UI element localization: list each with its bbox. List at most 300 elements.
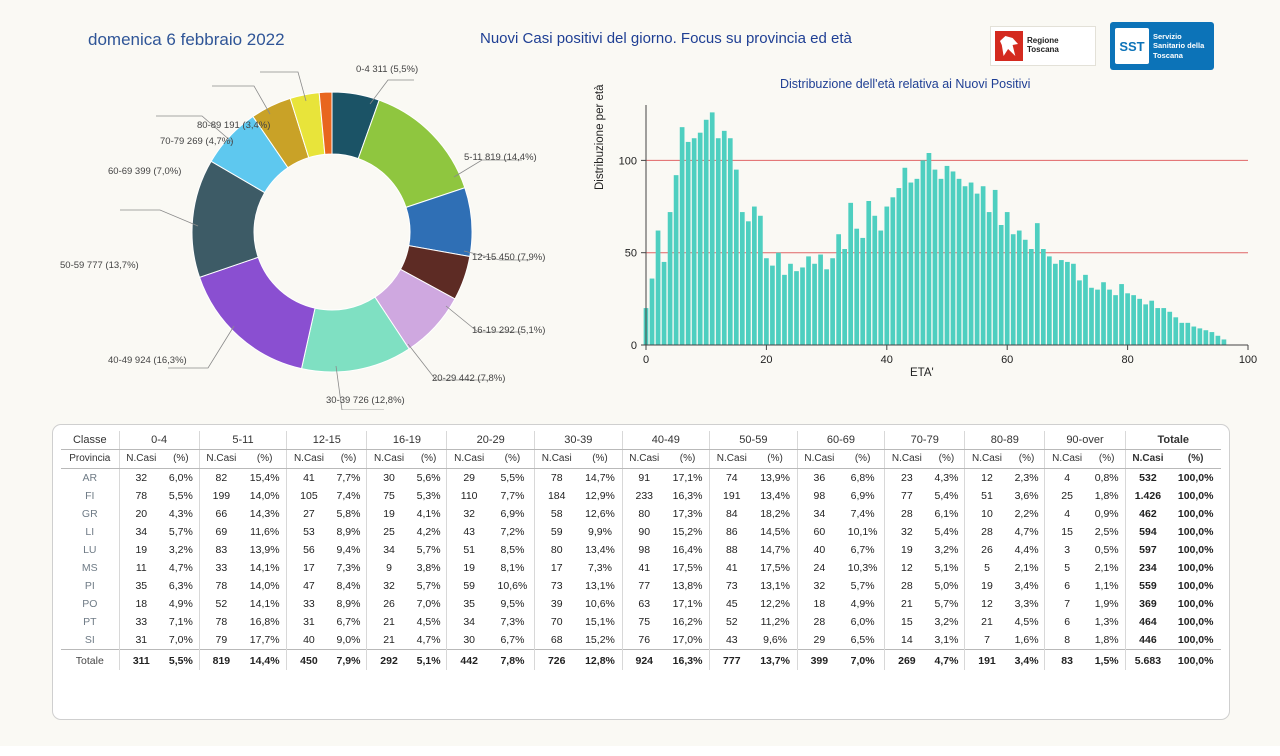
cell-value: 16,8% (249, 616, 280, 628)
cell-value: 15 (885, 613, 929, 631)
header-class-totale: Totale (1125, 431, 1221, 450)
cell-value: 63 (622, 595, 666, 613)
cell-value: 19 (367, 505, 411, 523)
cell-value: 14,0% (249, 580, 280, 592)
header-sub-40-49-perc: (%) (666, 450, 710, 469)
cell-value: 78 (199, 613, 243, 631)
header-sub-70-79-ncasi: N.Casi (885, 450, 929, 469)
cell-value: 31 (119, 631, 163, 650)
histogram-bar (728, 138, 733, 345)
cell-value: 100,0% (1177, 598, 1214, 610)
cell-value: 43 (710, 631, 754, 650)
header-class-60-69: 60-69 (797, 431, 885, 450)
data-table (61, 431, 1221, 670)
cell-value: 14,1% (249, 598, 280, 610)
cell-value: 9,5% (500, 598, 525, 610)
histogram-bar (818, 255, 823, 345)
histogram-bar (951, 171, 956, 345)
cell-value: 10,6% (585, 598, 615, 610)
cell-value: 25 (367, 523, 411, 541)
donut-label-5-11: 5-11 819 (14,4%) (464, 152, 537, 163)
histogram-bar (692, 138, 697, 345)
cell-value: 17,0% (672, 634, 703, 646)
cell-value: 3,6% (1014, 490, 1039, 502)
donut-label-50-59: 50-59 777 (13,7%) (60, 260, 139, 271)
footer-strip (0, 746, 1280, 756)
histogram-bar (1113, 295, 1118, 345)
header-class-90-over: 90-over (1045, 431, 1125, 450)
cell-value: 100,0% (1177, 562, 1214, 574)
cell-value: 4,9% (168, 598, 193, 610)
cell-value: 13,4% (585, 544, 615, 556)
cell-value: 31 (287, 613, 331, 631)
cell-value: 4,1% (416, 508, 441, 520)
cell-value: 14,0% (249, 490, 280, 502)
cell-value: 4,3% (934, 472, 959, 484)
cell-value: 5,7% (168, 526, 193, 538)
cell-value: 4,4% (1014, 544, 1039, 556)
cell-value: 32 (885, 523, 929, 541)
cell-value: 7,3% (500, 616, 525, 628)
cell-value: 4,7% (416, 634, 441, 646)
histogram-bar (1191, 327, 1196, 345)
cell-value: 86 (710, 523, 754, 541)
histogram-bar (812, 264, 817, 345)
cell-value: 12 (965, 469, 1009, 488)
cell-value: 15,1% (585, 616, 615, 628)
histogram-bar (758, 216, 763, 345)
cell-value: 24 (797, 559, 841, 577)
histogram-bar (752, 207, 757, 345)
cell-value: 9,0% (336, 634, 361, 646)
header-sub-Totale-ncasi: N.Casi (1125, 450, 1170, 469)
cell-value: 7,3% (588, 562, 612, 574)
histogram-bar (1210, 332, 1215, 345)
header-class-12-15: 12-15 (287, 431, 367, 450)
cell-value: 15,2% (585, 634, 615, 646)
header-sub-0-4-perc: (%) (163, 450, 199, 469)
histogram-bar (680, 127, 685, 345)
histogram-bar (1125, 293, 1130, 345)
histogram-bar (674, 175, 679, 345)
header-class-5-11: 5-11 (199, 431, 287, 450)
cell-value: 32 (447, 505, 491, 523)
histogram-bar (1216, 336, 1221, 345)
histogram-bar (993, 190, 998, 345)
cell-value: 28 (885, 577, 929, 595)
cell-value: 28 (797, 613, 841, 631)
cell-value: 10,3% (847, 562, 878, 574)
cell-value: 21 (367, 631, 411, 650)
x-tick-label: 60 (1001, 354, 1014, 366)
histogram-bar (746, 221, 751, 345)
header-class-30-39: 30-39 (535, 431, 623, 450)
histogram-bar (921, 160, 926, 345)
histogram-bar (1011, 234, 1016, 345)
cell-provincia: LI (85, 526, 95, 538)
table-body (61, 469, 1221, 671)
header-class-16-19: 16-19 (367, 431, 447, 450)
cell-value: 7,7% (500, 490, 525, 502)
cell-value: 33 (119, 613, 163, 631)
cell-value: 6,3% (168, 580, 193, 592)
histogram-bar (981, 186, 986, 345)
table-header-subcolumns (61, 450, 1221, 469)
histogram-bar (1143, 304, 1148, 345)
cell-value: 100,0% (1177, 472, 1214, 484)
cell-value: 82 (199, 469, 243, 488)
cell-value: 12 (965, 595, 1009, 613)
donut-label-20-29: 20-29 442 (7,8%) (432, 373, 506, 384)
header-sub-20-29-perc: (%) (491, 450, 535, 469)
table-row (61, 523, 1221, 541)
cell-value: 100,0% (1177, 580, 1214, 592)
cell-value: 7,3% (336, 562, 361, 574)
cell-value: 2,2% (1014, 508, 1039, 520)
cell-value: 41 (622, 559, 666, 577)
histogram-bar (722, 131, 727, 345)
cell-value: 40 (287, 631, 331, 650)
cell-value: 100,0% (1177, 508, 1214, 520)
cell-value: 98 (622, 541, 666, 559)
cell-value: 51 (965, 487, 1009, 505)
histogram-bar (878, 231, 883, 345)
cell-value: 80 (622, 505, 666, 523)
cell-value: 13,7% (754, 650, 798, 671)
histogram-bar (1101, 282, 1106, 345)
sst-logo-label: Servizio Sanitario della Toscana (1153, 31, 1205, 60)
histogram-bar (842, 249, 847, 345)
cell-provincia: MS (81, 562, 98, 574)
x-tick-label: 80 (1121, 354, 1134, 366)
histogram-bar (1077, 280, 1082, 345)
cell-value: 311 (119, 650, 163, 671)
histogram-bar (824, 269, 829, 345)
header-sub-12-15-perc: (%) (331, 450, 367, 469)
cell-value: 34 (367, 541, 411, 559)
cell-value: 777 (710, 650, 754, 671)
cell-value: 56 (287, 541, 331, 559)
cell-value: 597 (1125, 541, 1170, 559)
province-age-table (52, 424, 1230, 720)
regione-toscana-logo (990, 26, 1096, 66)
cell-value: 59 (535, 523, 579, 541)
cell-value: 51 (447, 541, 491, 559)
cell-value: 1,1% (1094, 580, 1119, 592)
histogram-bar (1065, 262, 1070, 345)
cell-value: 3,4% (1009, 650, 1045, 671)
cell-value: 32 (797, 577, 841, 595)
cell-value: 70 (535, 613, 579, 631)
cell-value: 32 (367, 577, 411, 595)
histogram-bar (1047, 256, 1052, 345)
cell-value: 559 (1125, 577, 1170, 595)
histogram-bar (782, 275, 787, 345)
cell-value: 18,2% (760, 508, 790, 520)
histogram-bar (734, 170, 739, 345)
header-sub-50-59-ncasi: N.Casi (710, 450, 754, 469)
header-class-80-89: 80-89 (965, 431, 1045, 450)
cell-value: 19 (447, 559, 491, 577)
histogram-bar (1137, 299, 1142, 345)
cell-value: 4,3% (168, 508, 193, 520)
histogram-bar (1107, 290, 1112, 345)
cell-value: 17,5% (760, 562, 790, 574)
cell-value: 6 (1045, 577, 1089, 595)
cell-value: 6,1% (934, 508, 959, 520)
header-sub-5-11-perc: (%) (243, 450, 287, 469)
cell-value: 5,4% (934, 526, 959, 538)
histogram-bar (836, 234, 841, 345)
cell-value: 17 (287, 559, 331, 577)
cell-value: 14,3% (249, 508, 280, 520)
cell-value: 19 (965, 577, 1009, 595)
cell-provincia: FI (85, 490, 95, 502)
cell-value: 110 (447, 487, 491, 505)
cell-value: 4,9% (850, 598, 875, 610)
histogram-bar (939, 179, 944, 345)
histogram-bar (872, 216, 877, 345)
cell-value: 35 (119, 577, 163, 595)
cell-value: 9 (367, 559, 411, 577)
cell-value: 7,0% (168, 634, 193, 646)
cell-value: 26 (367, 595, 411, 613)
cell-value: 16,4% (672, 544, 703, 556)
cell-value: 3,2% (168, 544, 193, 556)
histogram-svg (600, 95, 1260, 385)
histogram-y-axis-label: Distribuzione per età (594, 84, 606, 190)
table-row (61, 613, 1221, 631)
histogram-bar (662, 262, 667, 345)
histogram-bar (800, 267, 805, 345)
x-tick-label: 20 (760, 354, 773, 366)
cell-value: 8,1% (500, 562, 525, 574)
cell-value: 21 (885, 595, 929, 613)
cell-provincia: PT (83, 616, 97, 628)
cell-value: 15,4% (249, 472, 280, 484)
cell-value: 462 (1125, 505, 1170, 523)
cell-value: 14,5% (760, 526, 790, 538)
cell-provincia: LU (83, 544, 97, 556)
cell-value: 43 (447, 523, 491, 541)
histogram-bar (656, 231, 661, 345)
cell-value: 450 (287, 650, 331, 671)
cell-value: 28 (965, 523, 1009, 541)
cell-value: 45 (710, 595, 754, 613)
cell-value: 7 (1045, 595, 1089, 613)
cell-value: 5,5% (168, 490, 193, 502)
donut-label-16-19: 16-19 292 (5,1%) (472, 325, 546, 336)
table-row (61, 505, 1221, 523)
table-row (61, 559, 1221, 577)
cell-value: 14,7% (585, 472, 615, 484)
cell-value: 41 (287, 469, 331, 488)
histogram-bar (896, 188, 901, 345)
header-class-70-79: 70-79 (885, 431, 965, 450)
cell-value: 15 (1045, 523, 1089, 541)
cell-value: 11,2% (760, 616, 790, 628)
cell-value: 7,4% (336, 490, 361, 502)
cell-value: 0,5% (1094, 544, 1119, 556)
histogram-bar (1029, 249, 1034, 345)
header-sub-30-39-ncasi: N.Casi (535, 450, 579, 469)
cell-value: 5,5% (163, 650, 199, 671)
y-tick-label: 0 (630, 340, 637, 352)
histogram-bar (903, 168, 908, 345)
cell-value: 14,7% (760, 544, 790, 556)
cell-value: 184 (535, 487, 579, 505)
cell-value: 7 (965, 631, 1009, 650)
donut-label-70-79: 70-79 269 (4,7%) (160, 136, 234, 147)
cell-value: 6,9% (850, 490, 875, 502)
histogram-bar (1095, 290, 1100, 345)
cell-value: 10,6% (497, 580, 528, 592)
cell-value: 2,5% (1094, 526, 1119, 538)
cell-value: 3,2% (934, 544, 959, 556)
x-tick-label: 100 (1238, 354, 1258, 366)
histogram-bar (945, 166, 950, 345)
cell-value: 5,4% (934, 490, 959, 502)
header-sub-16-19-perc: (%) (411, 450, 447, 469)
cell-value: 8,9% (336, 598, 361, 610)
cell-value: 78 (199, 577, 243, 595)
cell-value: 399 (797, 650, 841, 671)
cell-value: 4,7% (168, 562, 193, 574)
histogram-bar (776, 253, 781, 345)
cell-value: 6,7% (500, 634, 525, 646)
cell-value: 1,3% (1094, 616, 1119, 628)
table-header-classes (61, 431, 1221, 450)
cell-value: 369 (1125, 595, 1170, 613)
table-row (61, 631, 1221, 650)
cell-value: 234 (1125, 559, 1170, 577)
histogram-bar (1155, 308, 1160, 345)
cell-value: 40 (797, 541, 841, 559)
histogram-bar (1041, 249, 1046, 345)
cell-value: 100,0% (1177, 490, 1214, 502)
histogram-bar (794, 271, 799, 345)
cell-value: 11,6% (250, 526, 280, 538)
cell-value: 5,1% (411, 650, 447, 671)
cell-value: 18 (119, 595, 163, 613)
histogram-bar (1089, 288, 1094, 345)
cell-value: 5,1% (934, 562, 959, 574)
histogram-bar (830, 258, 835, 345)
cell-value: 52 (710, 613, 754, 631)
cell-value: 19 (885, 541, 929, 559)
cell-value: 5 (965, 559, 1009, 577)
cell-value: 21 (965, 613, 1009, 631)
cell-value: 7,4% (850, 508, 875, 520)
cell-value: 30 (447, 631, 491, 650)
histogram-bar (933, 170, 938, 345)
y-tick-label: 50 (624, 247, 637, 260)
table-row (61, 541, 1221, 559)
cell-value: 88 (710, 541, 754, 559)
histogram-bar (704, 120, 709, 345)
cell-value: 78 (119, 487, 163, 505)
table-row (61, 595, 1221, 613)
age-donut-chart (60, 60, 620, 410)
x-tick-label: 40 (880, 354, 893, 366)
cell-value: 17,7% (249, 634, 280, 646)
header-sub-70-79-perc: (%) (929, 450, 965, 469)
cell-value: 3 (1045, 541, 1089, 559)
cell-provincia: SI (84, 634, 95, 646)
cell-value: 3,4% (1014, 580, 1039, 592)
cell-value: 2,1% (1014, 562, 1039, 574)
histogram-bar (957, 179, 962, 345)
cell-value: 5,6% (416, 472, 441, 484)
donut-label-0-4: 0-4 311 (5,5%) (356, 64, 419, 75)
cell-value: 14,1% (249, 562, 280, 574)
cell-value: 7,1% (168, 616, 193, 628)
histogram-bar (987, 212, 992, 345)
header-sub-80-89-perc: (%) (1009, 450, 1045, 469)
cell-value: 28 (885, 505, 929, 523)
cell-value: 39 (535, 595, 579, 613)
cell-value: 29 (797, 631, 841, 650)
cell-value: 4,5% (1014, 616, 1039, 628)
cell-value: 74 (710, 469, 754, 488)
cell-value: 26 (965, 541, 1009, 559)
histogram-bar (866, 201, 871, 345)
cell-value: 4,7% (1014, 526, 1039, 538)
cell-value: 41 (710, 559, 754, 577)
cell-value: 15,2% (672, 526, 703, 538)
histogram-bar (1179, 323, 1184, 345)
cell-value: 4 (1045, 505, 1089, 523)
cell-value: 21 (367, 613, 411, 631)
cell-value: 8,4% (336, 580, 361, 592)
cell-value: 73 (710, 577, 754, 595)
cell-provincia: AR (82, 472, 98, 484)
histogram-bar (716, 138, 721, 345)
histogram-x-axis-label: ETA' (910, 367, 934, 379)
cell-value: 11 (119, 559, 163, 577)
cell-value: 12,9% (585, 490, 615, 502)
cell-value: 52 (199, 595, 243, 613)
cell-value: 6,9% (500, 508, 525, 520)
histogram-bar (927, 153, 932, 345)
cell-value: 35 (447, 595, 491, 613)
histogram-bar (1119, 284, 1124, 345)
cell-value: 14,4% (243, 650, 287, 671)
cell-value: 17 (535, 559, 579, 577)
histogram-bar (1131, 295, 1136, 345)
histogram-bar (1059, 260, 1064, 345)
cell-value: 29 (447, 469, 491, 488)
header-class-20-29: 20-29 (447, 431, 535, 450)
cell-value: 14 (885, 631, 929, 650)
histogram-bar (698, 133, 703, 345)
cell-value: 8 (1045, 631, 1089, 650)
cell-value: 16,3% (666, 650, 710, 671)
cell-value: 53 (287, 523, 331, 541)
cell-value: 5 (1045, 559, 1089, 577)
histogram-bar (1053, 264, 1058, 345)
cell-value: 9,9% (588, 526, 612, 538)
cell-value: 6,7% (336, 616, 361, 628)
header-sub-60-69-perc: (%) (841, 450, 885, 469)
cell-value: 36 (797, 469, 841, 488)
cell-value: 98 (797, 487, 841, 505)
cell-value: 23 (885, 469, 929, 488)
histogram-bar (1071, 264, 1076, 345)
cell-value: 16,2% (672, 616, 703, 628)
cell-value: 4,7% (929, 650, 965, 671)
header-sub-0-4-ncasi: N.Casi (119, 450, 163, 469)
